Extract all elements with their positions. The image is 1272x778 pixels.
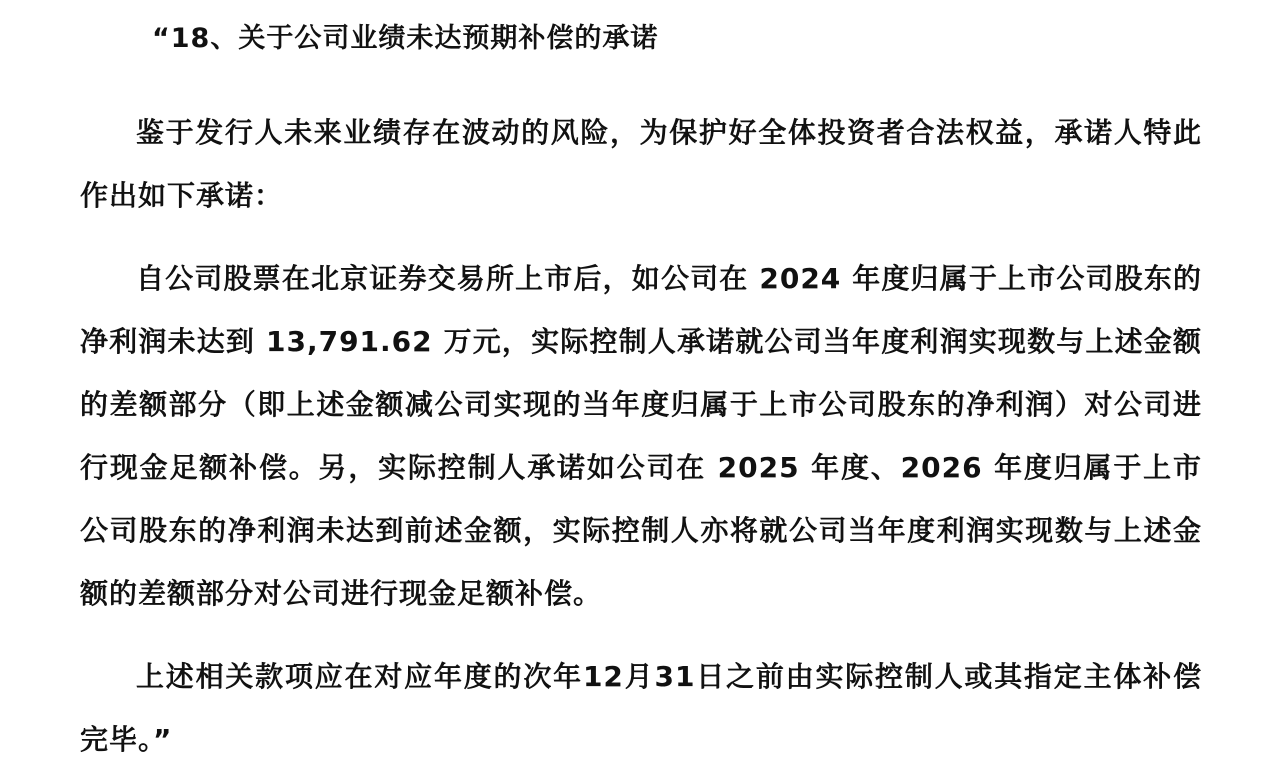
paragraph-compensation-terms: 自公司股票在北京证券交易所上市后，如公司在 2024 年度归属于上市公司股东的净利润未达到 13,791.62 万元，实际控制人承诺就公司当年度利润实现数与上述金额的差额部分（即上述金额减公司实现的当年度归属于上市公司股东的净利润）对公司进行现金足额补偿。另，实际控制人承诺如公司在 2025 年度、2026 年度归属于上市公司股东的净利润未达到前述金额，实际控制人亦将就公司当年度利润实现数与上述金额的差额部分对公司进行现金足额补偿。 (80, 262, 1202, 610)
section-heading: “18、关于公司业绩未达预期补偿的承诺 (152, 23, 659, 54)
paragraph-risk-commitment: 鉴于发行人未来业绩存在波动的风险，为保护好全体投资者合法权益，承诺人特此作出如下承诺： (80, 116, 1202, 212)
paragraph-payment-deadline: 上述相关款项应在对应年度的次年12月31日之前由实际控制人或其指定主体补偿完毕。” (80, 660, 1202, 756)
document-page (80, 0, 1202, 771)
